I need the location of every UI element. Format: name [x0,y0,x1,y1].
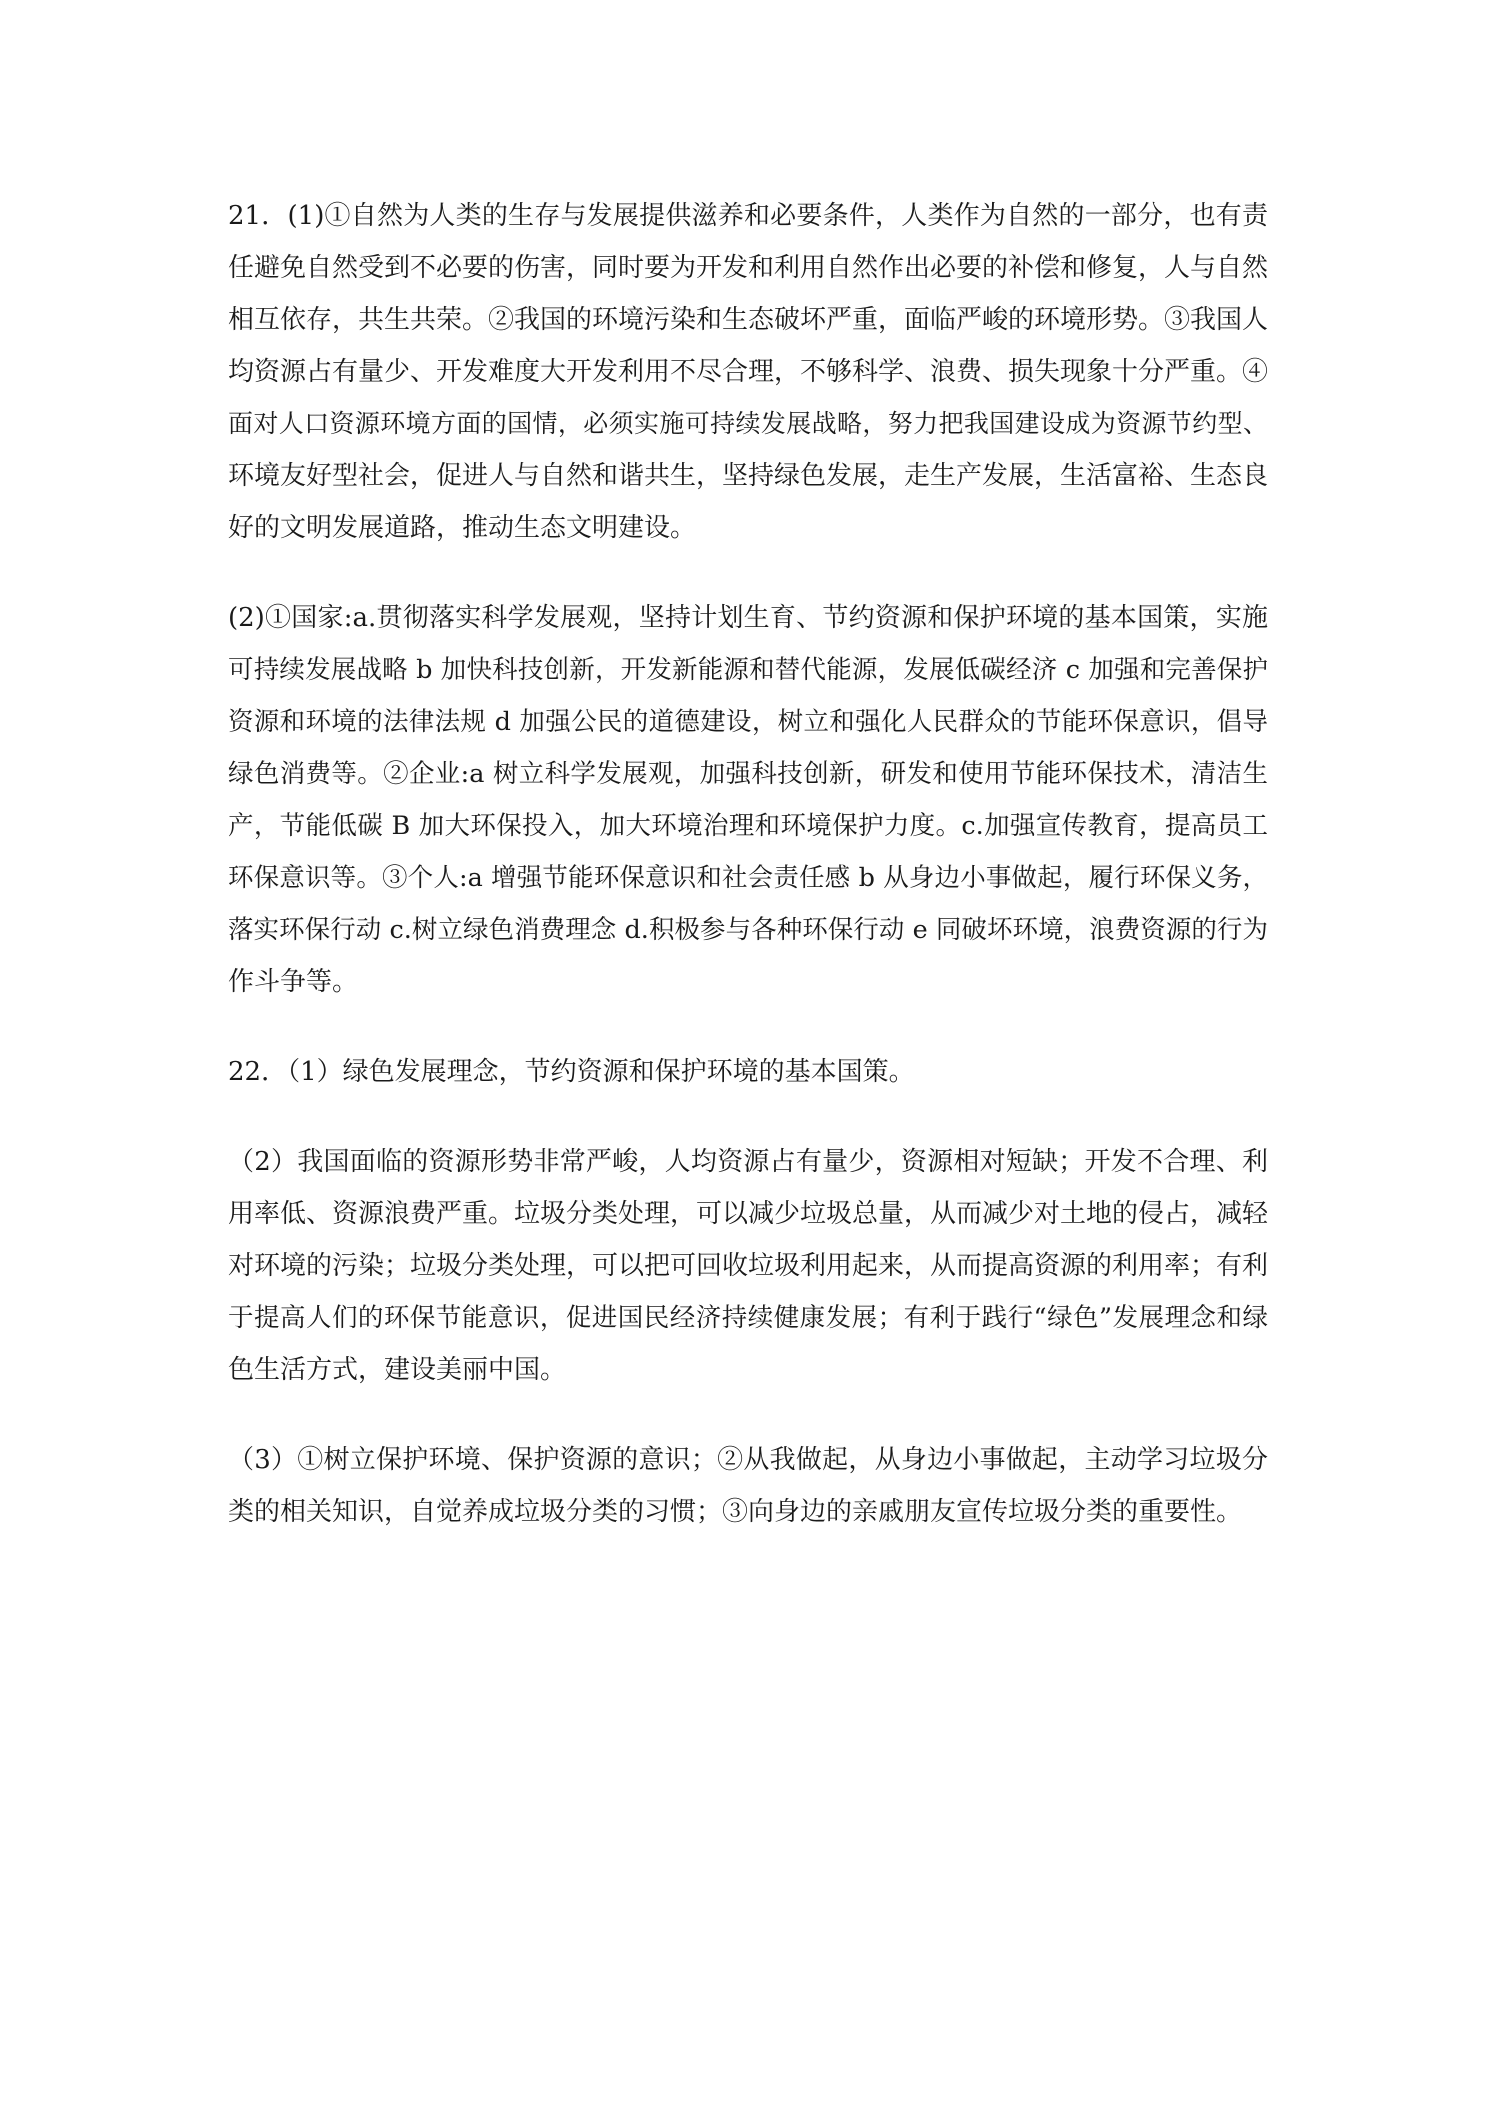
text-line: （2）我国面临的资源形势非常严峻，人均资源占有量少，资源相对短缺；开发不合理、利 [228,1147,1268,1177]
text-line: 环保意识等。③个人:a 增强节能环保意识和社会责任感 b 从身边小事做起，履行环保义务， [228,863,1268,893]
text-line: 绿色消费等。②企业:a 树立科学发展观，加强科技创新，研发和使用节能环保技术，清洁生 [228,759,1268,789]
text-line: (2)①国家:a.贯彻落实科学发展观，坚持计划生育、节约资源和保护环境的基本国策，实施 [228,603,1268,633]
text-line: 可持续发展战略 b 加快科技创新，开发新能源和替代能源，发展低碳经济 c 加强和完善保护 [228,655,1268,685]
q22-part1-paragraph [228,1046,1268,1098]
text-line: 相互依存，共生共荣。②我国的环境污染和生态破坏严重，面临严峻的环境形势。③我国人 [228,305,1269,335]
text-line: 任避免自然受到不必要的伤害，同时要为开发和利用自然作出必要的补偿和修复，人与自然 [228,253,1269,283]
q22-part2-paragraph [228,1136,1268,1396]
text-line: 面对人口资源环境方面的国情，必须实施可持续发展战略，努力把我国建设成为资源节约型、 [228,409,1268,438]
text-line: 产，节能低碳 B 加大环保投入，加大环境治理和环境保护力度。c.加强宣传教育，提高员工 [228,811,1268,841]
text-line: （3）①树立保护环境、保护资源的意识；②从我做起，从身边小事做起，主动学习垃圾分 [228,1445,1268,1475]
text-line: 好的文明发展道路，推动生态文明建设。 [228,513,697,543]
text-line: 资源和环境的法律法规 d 加强公民的道德建设，树立和强化人民群众的节能环保意识，倡导 [228,707,1268,737]
text-line: 22．（1）绿色发展理念，节约资源和保护环境的基本国策。 [228,1057,915,1087]
answer-page [228,190,1268,2050]
text-line: 作斗争等。 [228,967,359,997]
text-line: 类的相关知识，自觉养成垃圾分类的习惯；③向身边的亲戚朋友宣传垃圾分类的重要性。 [228,1497,1243,1527]
text-line: 均资源占有量少、开发难度大开发利用不尽合理，不够科学、浪费、损失现象十分严重。④ [228,357,1269,387]
text-line: 环境友好型社会，促进人与自然和谐共生，坚持绿色发展，走生产发展，生活富裕、生态良 [228,461,1269,491]
text-line: 于提高人们的环保节能意识，促进国民经济持续健康发展；有利于践行“绿色”发展理念和绿 [228,1303,1268,1333]
text-line: 用率低、资源浪费严重。垃圾分类处理，可以减少垃圾总量，从而减少对土地的侵占，减轻 [228,1199,1269,1229]
text-line: 落实环保行动 c.树立绿色消费理念 d.积极参与各种环保行动 e 同破坏环境，浪费资源的行为 [228,915,1268,945]
text-line: 色生活方式，建设美丽中国。 [228,1355,567,1385]
q21-part2-paragraph [228,592,1268,1008]
text-line: 21．(1)①自然为人类的生存与发展提供滋养和必要条件，人类作为自然的一部分，也有责 [228,201,1268,231]
text-line: 对环境的污染；垃圾分类处理，可以把可回收垃圾利用起来，从而提高资源的利用率；有利 [228,1251,1269,1281]
q22-part3-paragraph [228,1434,1268,1538]
q21-part1-paragraph [228,190,1268,554]
